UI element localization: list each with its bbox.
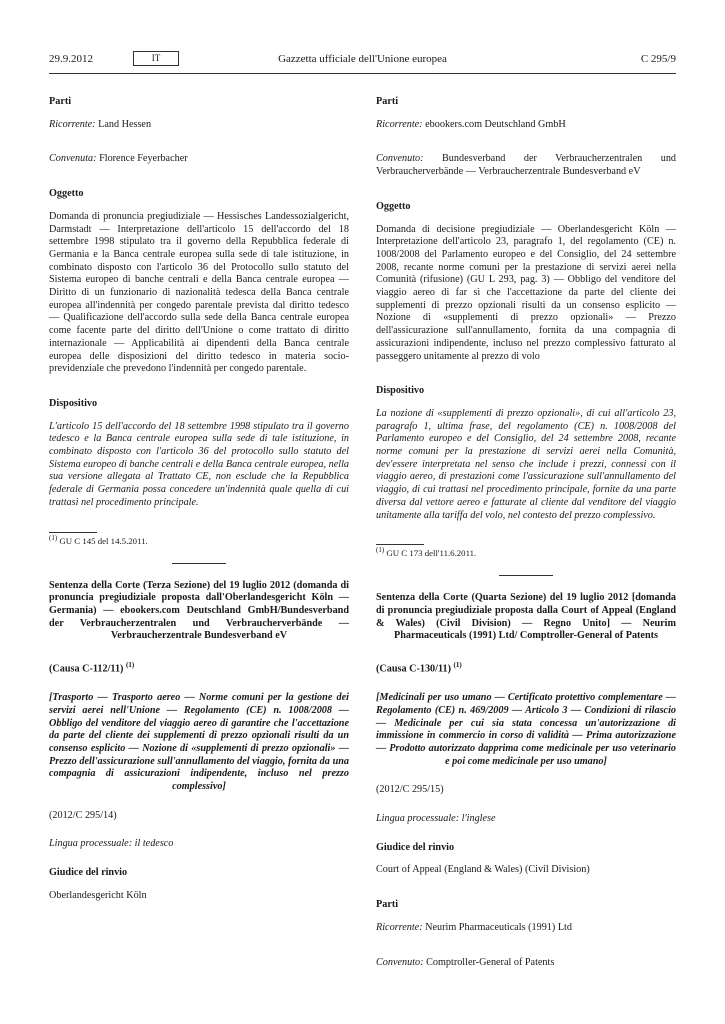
giudice-value: Oberlandesgericht Köln [49, 889, 147, 901]
page-header [49, 52, 676, 66]
party-ricorrente: Ricorrente: Land Hessen [49, 118, 152, 130]
section-heading-parti-2: Parti [376, 899, 399, 911]
header-rule [49, 73, 676, 74]
section-heading-parti: Parti [376, 96, 399, 107]
oggetto-text: Domanda di pronuncia pregiudiziale — Hessisches Landessozialgericht, Darmstadt — Interpretazione dell'articolo 15 dell'accordo del 18 settembre 1998 stipulato tra il governo della Repubblica federale di Germania e la Banca centrale europea sulla sede di tale istituzione, in combinato disposto con l'articolo 36 del Protocollo sullo statuto del Sistema europeo di banche centrali e della Banca centrale europea — Diritto di un funzionario di nazionalità tedesca della Banca centrale europea all'indennità per congedo parentale prevista dal diritto tedesco — Qualificazione dell'accordo sulla sede della Banca centrale europea come facente parte del diritto dell'Unione o come trattato di diritto internazionale — Applicabilità ai dipendenti della Banca centrale europea delle disposizioni del diritto tedesco in materia socio-previdenziale che prevedono l'indennità per congedo parentale. [49, 210, 349, 375]
case-reference: (2012/C 295/14) [49, 809, 117, 821]
publication-date: 29.9.2012 [49, 53, 93, 65]
dispositivo-text: La nozione di «supplementi di prezzo opzionali», di cui all'articolo 23, paragrafo 1, ultima frase, del regolamento (CE) n. 1008/2008 del Parlamento europeo e del Consiglio, del 24 settembre 2008, recante norme comuni per la prestazione di servizi aerei nella Comunità, dev'essere interpretata nel senso che include i prezzi, connessi con il viaggio aereo, di prestazioni come l'assicurazione sull'annullamento del viaggio, di cui trattasi nel procedimento principale, fornite da una parte diversa dal vettore aereo e fatturate al cliente dal venditore del viaggio unitamente alla tariffa del volo, nel contesto del prezzo complessivo. [376, 407, 676, 521]
case-title: Sentenza della Corte (Terza Sezione) del 19 luglio 2012 (domanda di pronuncia pregiudiziale proposta dall'Oberlandesgericht Köln — Germania) — ebookers.com Deutschland GmbH/Bundesverband der Verbraucherzentralen und Verbraucherverbände — Verbraucherzentrale Bundesverband eV [49, 579, 349, 642]
language-badge: IT [133, 51, 179, 66]
page-number: C 295/9 [640, 53, 676, 65]
case-number: (Causa C-112/11) $^{(1)}$ [49, 661, 135, 675]
section-heading-giudice: Giudice del rinvio [49, 867, 128, 879]
section-heading-parti: Parti [49, 96, 72, 107]
procedural-language: Lingua processuale: l'inglese [376, 813, 496, 825]
section-heading-dispositivo: Dispositivo [49, 397, 98, 409]
case-title: Sentenza della Corte (Quarta Sezione) del 19 luglio 2012 [domanda di pronuncia pregiudiziale proposta dalla Court of Appeal (England & Wales) (Civil Division) — Regno Unito] — Neurim Pharmaceuticals (1991) Ltd/ Comptroller-General of Patents [376, 592, 676, 642]
case-keywords: [Trasporto — Trasporto aereo — Norme comuni per la gestione dei servizi aerei nell'Unione — Regolamento (CE) n. 1008/2008 — Obbligo del venditore del viaggio aereo di garantire che l'accettazione da parte del cliente dei supplementi di prezzo opzionali risulti da un consenso esplicito — Nozione di «supplementi di prezzo opzionali» — Prezzo dell'assicurazione sull'annullamento del viaggio, fornita da una compagnia di assicurazioni indipendente, incluso nel prezzo complessivo] [49, 692, 349, 793]
right-column [376, 96, 676, 969]
case-keywords: [Medicinali per uso umano — Certificato protettivo complementare — Regolamento (CE) n. 469/2009 — Articolo 3 — Condizioni di rilascio — Medicinale per cui sia stata concessa un'autorizzazione di immissione in commercio in corso di validità — Prima autorizzazione — Prodotto autorizzato dapprima come medicinale per uso veterinario e poi come medicinale per uso umano] [376, 692, 676, 767]
footnote: $^{(1)}$ GU C 173 dell'11.6.2011. [376, 546, 477, 559]
journal-title: Gazzetta ufficiale dell'Unione europea [278, 53, 447, 65]
section-heading-giudice: Giudice del rinvio [376, 841, 455, 853]
case-number: (Causa C-130/11) $^{(1)}$ [376, 661, 462, 675]
oggetto-text: Domanda di decisione pregiudiziale — Oberlandesgericht Köln — Interpretazione dell'articolo 23, paragrafo 1, del regolamento (CE) n. 1008/2008 del Parlamento europeo e del Consiglio, del 24 settembre 2008, recante norme comuni per la prestazione di servizi aerei nella Comunità (rifusione) (GU L 293, pag. 3) — Obbligo del venditore del viaggio aereo di far sì che l'accettazione da parte del cliente dei supplementi di prezzo opzionali risulti da un consenso esplicito — Nozione di «supplementi di prezzo opzionali» — Prezzo dell'assicurazione sull'annullamento, fornita da una compagnia di assicurazioni indipendente, incluso nel prezzo complessivo fatturato al passeggero unitamente al prezzo di volo [376, 223, 676, 362]
party-convenuto-2: Convenuto: Comptroller-General of Patents [376, 956, 555, 968]
section-heading-oggetto: Oggetto [376, 200, 411, 212]
party-ricorrente-2: Ricorrente: Neurim Pharmaceuticals (1991) Ltd [376, 921, 572, 933]
procedural-language: Lingua processuale: il tedesco [49, 838, 174, 850]
footnote: $^{(1)}$ GU C 145 del 14.5.2011. [49, 533, 148, 546]
party-ricorrente: Ricorrente: ebookers.com Deutschland GmbH [376, 118, 566, 130]
party-convenuto: Convenuto: Bundesverband der Verbraucherzentralen und Verbraucherverbände — Verbraucherzentrale Bundesverband eV [376, 153, 677, 178]
section-heading-oggetto: Oggetto [49, 188, 84, 200]
dispositivo-text: L'articolo 15 dell'accordo del 18 settembre 1998 stipulato tra il governo tedesco e la Banca centrale europea sulla sede di tale istituzione, in combinato disposto con l'articolo 36 del protocollo sullo statuto del Sistema europeo di banche centrali e della Banca centrale europea, nella sua versione allegata al Trattato CE, non esclude che la Repubblica federale di Germania possa concedere un'indennità quale quella di cui trattasi nel procedimento principale. [49, 420, 349, 508]
giudice-value: Court of Appeal (England & Wales) (Civil Division) [376, 864, 590, 876]
case-reference: (2012/C 295/15) [376, 784, 444, 796]
party-convenuta: Convenuta: Florence Feyerbacher [49, 153, 188, 165]
section-heading-dispositivo: Dispositivo [376, 385, 425, 397]
left-column [49, 96, 349, 903]
